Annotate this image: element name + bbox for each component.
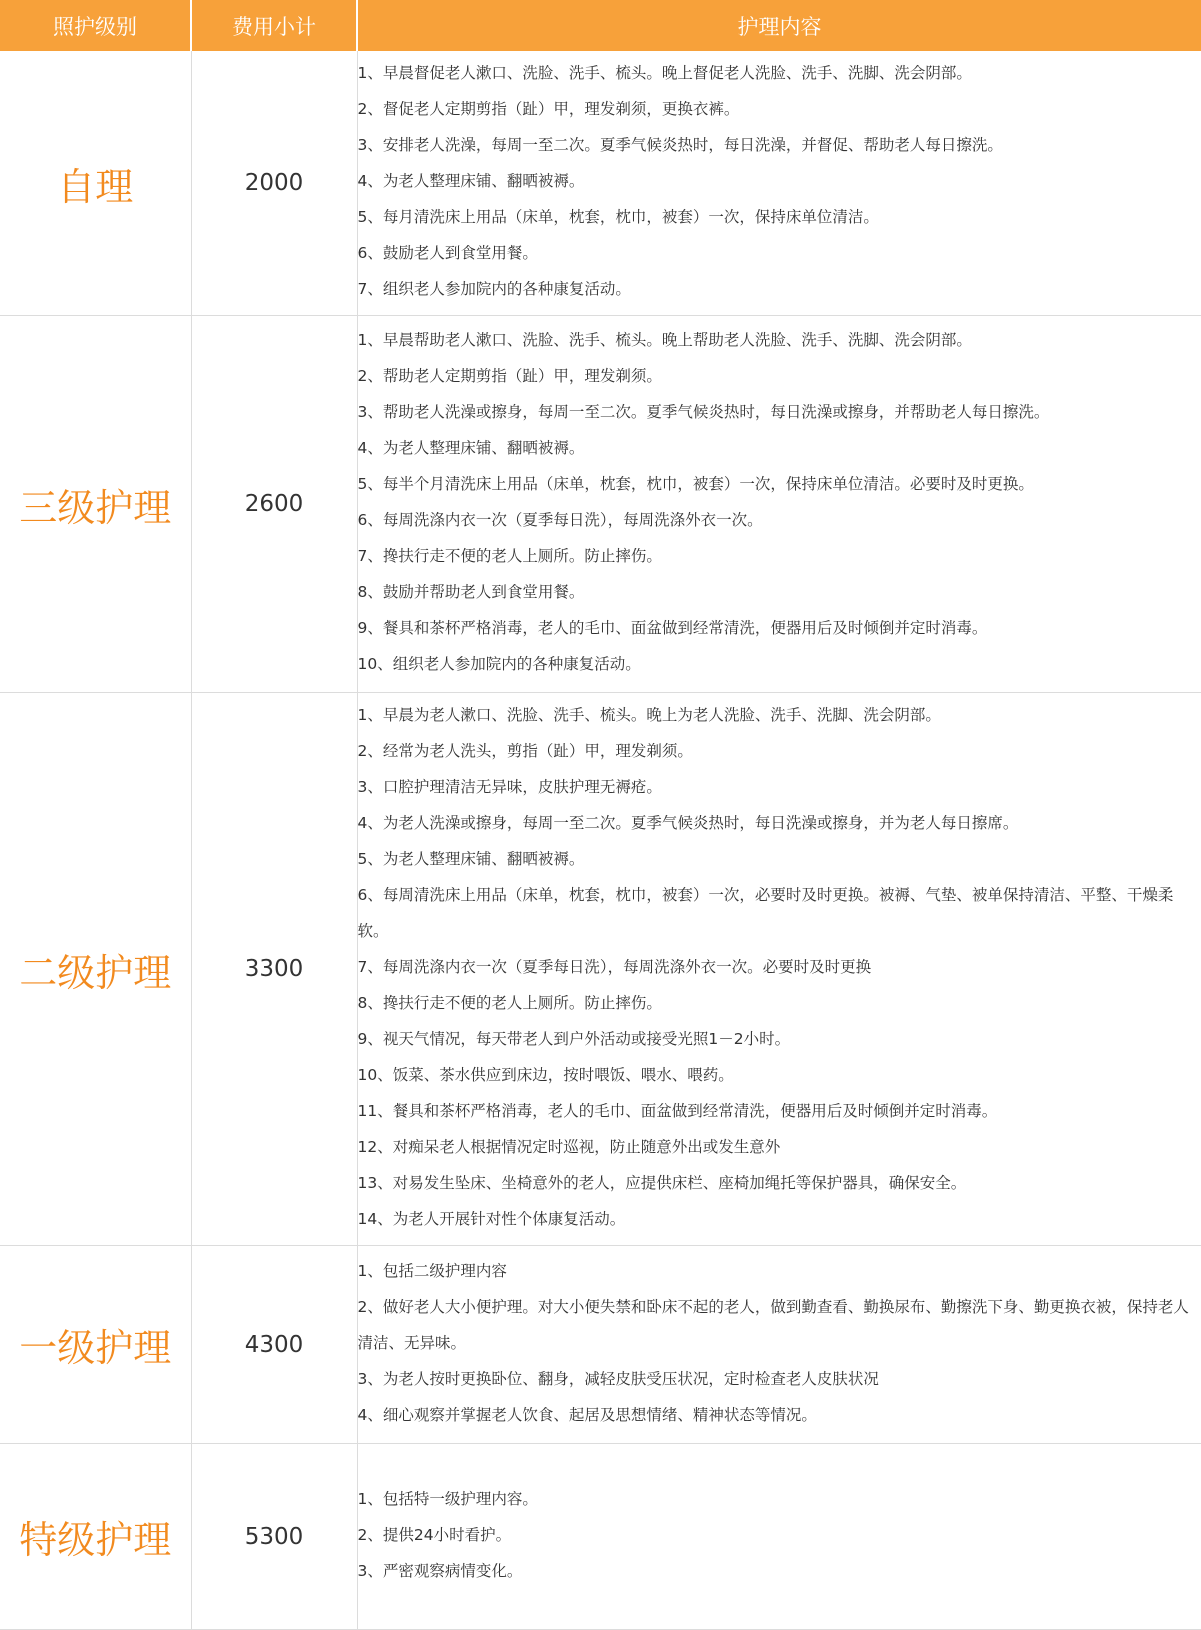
header-content: 护理内容 (357, 0, 1201, 51)
care-item: 4、为老人整理床铺、翻晒被褥。 (357, 439, 585, 457)
care-item: 12、对痴呆老人根据情况定时巡视，防止随意外出或发生意外 (357, 1138, 781, 1156)
care-items-list (358, 55, 1198, 307)
care-content (357, 693, 1201, 1246)
care-item: 1、早晨督促老人漱口、洗脸、洗手、梳头。晚上督促老人洗脸、洗手、洗脚、洗会阴部。 (357, 64, 972, 82)
care-content (357, 51, 1201, 316)
care-item: 3、口腔护理清洁无异味，皮肤护理无褥疮。 (357, 778, 662, 796)
care-items-list (358, 1253, 1198, 1433)
care-items-list (358, 1481, 1198, 1589)
care-content (357, 316, 1201, 693)
table-row (0, 1246, 1201, 1444)
care-level: 二级护理 (0, 693, 191, 1246)
care-item: 14、为老人开展针对性个体康复活动。 (357, 1210, 626, 1228)
care-content (357, 1246, 1201, 1444)
fee-subtotal: 3300 (191, 693, 357, 1246)
care-item: 6、每周清洗床上用品（床单，枕套，枕巾，被套）一次，必要时及时更换。被褥、气垫、被单保持清洁、平整、干燥柔软。 (357, 886, 1174, 940)
care-item: 5、为老人整理床铺、翻晒被褥。 (357, 850, 585, 868)
care-item: 9、餐具和茶杯严格消毒，老人的毛巾、面盆做到经常清洗，便器用后及时倾倒并定时消毒。 (357, 619, 988, 637)
care-item: 3、安排老人洗澡，每周一至二次。夏季气候炎热时，每日洗澡，并督促、帮助老人每日擦洗。 (357, 136, 1003, 154)
care-items-list (358, 322, 1198, 682)
care-item: 1、早晨帮助老人漱口、洗脸、洗手、梳头。晚上帮助老人洗脸、洗手、洗脚、洗会阴部。 (357, 331, 972, 349)
care-item: 4、为老人洗澡或擦身，每周一至二次。夏季气候炎热时，每日洗澡或擦身，并为老人每日擦席。 (357, 814, 1019, 832)
care-level: 一级护理 (0, 1246, 191, 1444)
care-item: 9、视天气情况，每天带老人到户外活动或接受光照1－2小时。 (357, 1030, 791, 1048)
table-body (0, 51, 1201, 1630)
care-item: 10、组织老人参加院内的各种康复活动。 (357, 655, 641, 673)
care-item: 4、细心观察并掌握老人饮食、起居及思想情绪、精神状态等情况。 (357, 1405, 817, 1424)
care-item: 1、包括二级护理内容 (357, 1261, 507, 1280)
care-item: 6、鼓励老人到食堂用餐。 (357, 244, 538, 262)
table-row (0, 316, 1201, 693)
care-level: 自理 (0, 51, 191, 316)
care-item: 7、搀扶行走不便的老人上厕所。防止摔伤。 (357, 547, 662, 565)
care-item: 8、鼓励并帮助老人到食堂用餐。 (357, 583, 585, 601)
fee-subtotal: 2000 (191, 51, 357, 316)
care-item: 5、每半个月清洗床上用品（床单，枕套，枕巾，被套）一次，保持床单位清洁。必要时及时更换。 (357, 475, 1034, 493)
care-item: 7、每周洗涤内衣一次（夏季每日洗），每周洗涤外衣一次。必要时及时更换 (357, 958, 872, 976)
care-item: 13、对易发生坠床、坐椅意外的老人，应提供床栏、座椅加绳托等保护器具，确保安全。 (357, 1174, 967, 1192)
header-fee: 费用小计 (191, 0, 357, 51)
header-level: 照护级别 (0, 0, 191, 51)
care-items-list (358, 697, 1198, 1237)
care-level: 特级护理 (0, 1444, 191, 1630)
table-row (0, 693, 1201, 1246)
care-item: 7、组织老人参加院内的各种康复活动。 (357, 280, 631, 298)
header-row (0, 0, 1201, 51)
care-item: 2、做好老人大小便护理。对大小便失禁和卧床不起的老人，做到勤查看、勤换尿布、勤擦洗下身、勤更换衣被，保持老人清洁、无异味。 (357, 1297, 1189, 1352)
care-item: 2、督促老人定期剪指（趾）甲，理发剃须，更换衣裤。 (357, 100, 740, 118)
care-item: 6、每周洗涤内衣一次（夏季每日洗），每周洗涤外衣一次。 (357, 511, 763, 529)
care-item: 2、提供24小时看护。 (357, 1525, 512, 1544)
care-item: 10、饭菜、茶水供应到床边，按时喂饭、喂水、喂药。 (357, 1066, 734, 1084)
care-item: 4、为老人整理床铺、翻晒被褥。 (357, 172, 585, 190)
care-item: 3、严密观察病情变化。 (357, 1561, 523, 1580)
care-item: 1、早晨为老人漱口、洗脸、洗手、梳头。晚上为老人洗脸、洗手、洗脚、洗会阴部。 (357, 706, 941, 724)
care-item: 2、帮助老人定期剪指（趾）甲，理发剃须。 (357, 367, 662, 385)
fee-subtotal: 5300 (191, 1444, 357, 1630)
table-row (0, 1444, 1201, 1630)
table-row (0, 51, 1201, 316)
care-item: 11、餐具和茶杯严格消毒，老人的毛巾、面盆做到经常清洗，便器用后及时倾倒并定时消毒。 (357, 1102, 998, 1120)
care-content (357, 1444, 1201, 1630)
table-header (0, 0, 1201, 51)
fee-subtotal: 2600 (191, 316, 357, 693)
fee-subtotal: 4300 (191, 1246, 357, 1444)
care-item: 5、每月清洗床上用品（床单，枕套，枕巾，被套）一次，保持床单位清洁。 (357, 208, 879, 226)
care-item: 3、为老人按时更换卧位、翻身，减轻皮肤受压状况，定时检查老人皮肤状况 (357, 1369, 879, 1388)
care-item: 2、经常为老人洗头，剪指（趾）甲，理发剃须。 (357, 742, 693, 760)
care-item: 3、帮助老人洗澡或擦身，每周一至二次。夏季气候炎热时，每日洗澡或擦身，并帮助老人每日擦洗。 (357, 403, 1050, 421)
care-item: 8、搀扶行走不便的老人上厕所。防止摔伤。 (357, 994, 662, 1012)
care-level: 三级护理 (0, 316, 191, 693)
care-item: 1、包括特一级护理内容。 (357, 1489, 538, 1508)
